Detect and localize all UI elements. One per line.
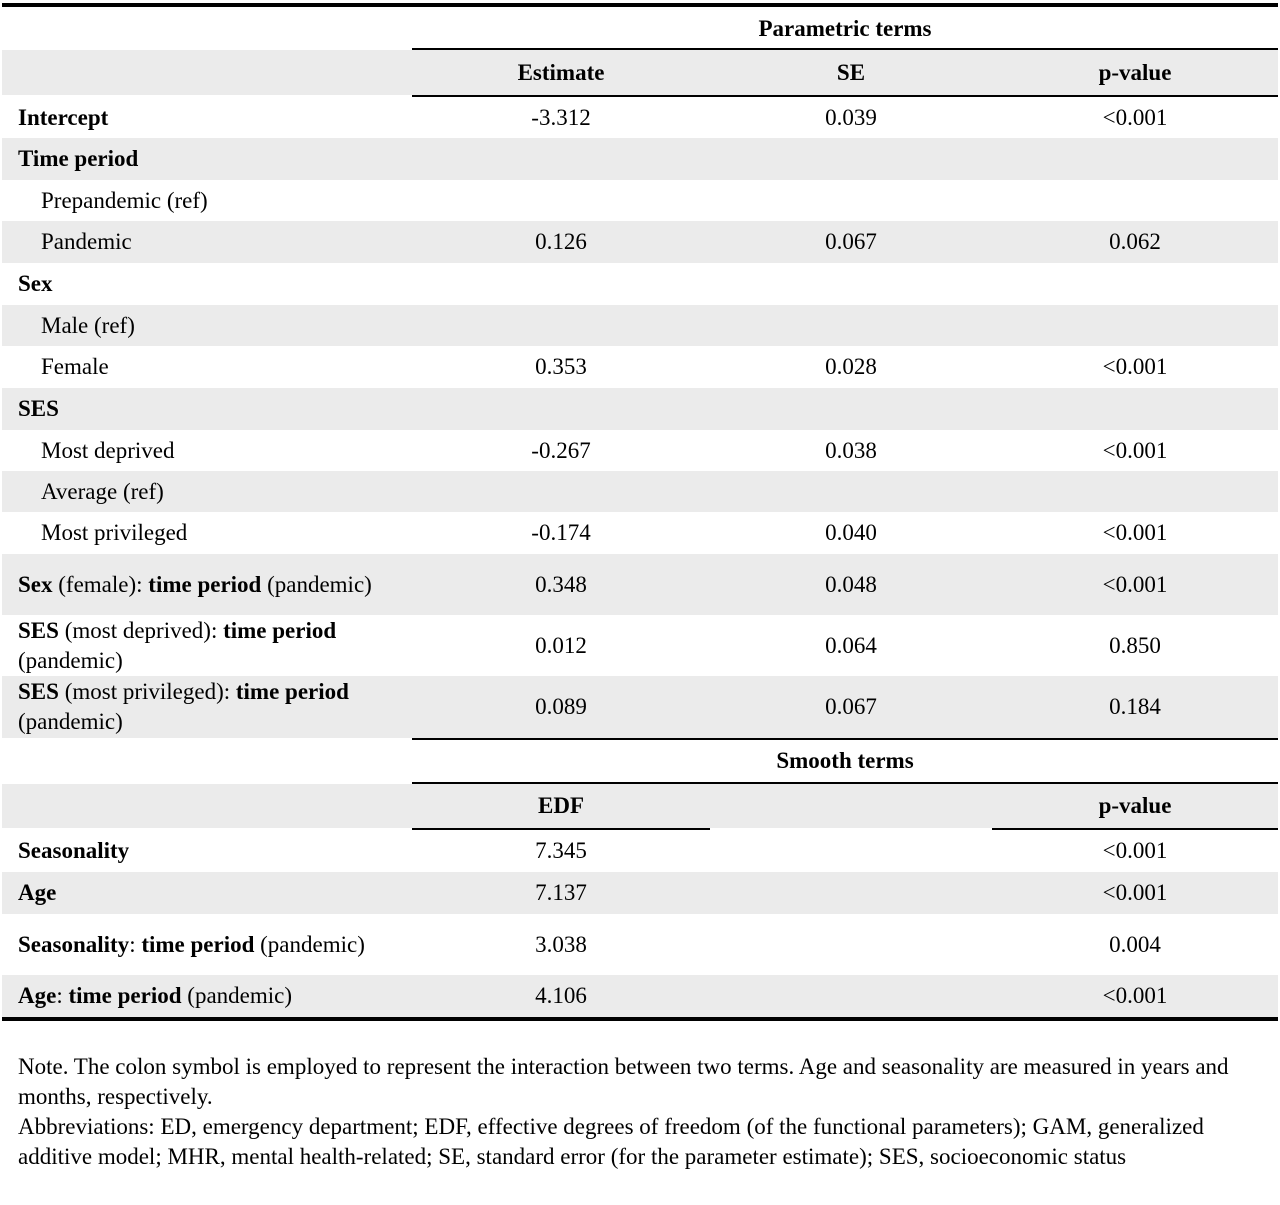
group-label: Sex [18,271,53,296]
group-label: Age [18,880,57,905]
interaction-label [18,981,292,1011]
smooth-banner-row [2,740,1278,782]
col-header-edf: EDF [538,793,584,818]
row-label [41,512,431,554]
term-qualifier: (pandemic) [181,983,293,1008]
table-note [18,1052,1258,1172]
smooth-terms-title: Smooth terms [776,748,914,773]
row-label [18,554,408,615]
row-label [18,97,408,138]
p-value-cell: 0.062 [1109,229,1161,254]
table-row [2,138,1278,180]
term-name: Sex [18,571,53,597]
row-label [41,305,431,346]
row-label [18,872,408,914]
p-value-cell: <0.001 [1102,437,1168,463]
estimate-cell [412,263,710,305]
table-row [2,975,1278,1017]
table-row [2,263,1278,305]
row-label [18,914,408,975]
table-row [2,914,1278,975]
row-label [41,471,431,512]
term-name: time period [223,617,337,643]
estimate-cell [412,138,710,180]
estimate-cell: 0.353 [535,354,587,379]
row-label [41,221,431,263]
p-value-cell [992,180,1278,221]
p-value-cell: 0.184 [1109,694,1161,719]
table-row [2,615,1278,676]
p-value-cell [992,388,1278,430]
row-label [18,830,408,872]
se-cell [710,263,992,305]
table-row [2,554,1278,615]
term-qualifier: (most privileged): [58,679,236,704]
level-label: Prepandemic (ref) [41,187,208,213]
interaction-label [18,677,408,737]
se-cell: 0.067 [825,229,877,254]
term-qualifier: (most deprived): [58,617,224,643]
edf-cell: 7.137 [535,880,587,905]
abbreviations-text: Abbreviations: ED, emergency department; EDF, effective degrees of freedom (of the functional parameters); GAM, generalized additive model; MHR, mental health-related; SE, standard error (for the parameter estimate); SES, socioeconomic status [18,1114,1204,1169]
level-label: Female [41,354,109,379]
p-value-cell: <0.001 [1102,838,1168,863]
term-name: time period [141,931,255,957]
p-value-cell: 0.850 [1109,632,1161,658]
estimate-cell [412,471,710,512]
level-label: Average (ref) [41,478,164,504]
edf-cell: 4.106 [535,983,587,1008]
table-row [2,305,1278,346]
p-value-cell: <0.001 [1102,520,1168,545]
term-qualifier: (pandemic) [18,709,123,734]
term-qualifier: (pandemic) [18,647,123,673]
col-header-p-value: p-value [1098,59,1172,85]
term-qualifier: (pandemic) [254,931,365,957]
se-cell: 0.040 [825,520,877,545]
se-cell: 0.067 [825,694,877,719]
col-header-p-value-smooth: p-value [1098,793,1172,818]
term-name: SES [18,617,59,643]
estimate-cell [412,305,710,346]
table-row [2,388,1278,430]
estimate-cell: 0.126 [535,229,587,254]
interaction-label [18,616,408,676]
table-row [2,830,1278,872]
row-label [18,975,408,1017]
parametric-banner-row [2,10,1278,48]
column-header-row [2,50,1278,95]
se-cell [710,180,992,221]
table-row [2,97,1278,138]
estimate-cell: 0.089 [535,694,587,719]
row-label [18,388,408,430]
se-cell: 0.038 [825,437,877,463]
row-label [18,263,408,305]
term-name: time period [68,983,182,1008]
edf-cell: 3.038 [535,931,587,957]
level-label: Most privileged [41,520,188,545]
estimate-cell [412,388,710,430]
estimate-cell [412,180,710,221]
interaction-label [18,570,372,600]
p-value-cell [992,471,1278,512]
p-value-cell [992,138,1278,180]
group-label: Intercept [18,104,109,130]
level-label: Pandemic [41,229,132,254]
term-name: time period [235,679,349,704]
interaction-label [18,930,365,960]
se-cell: 0.028 [825,354,877,379]
table-row [2,430,1278,471]
term-name: SES [18,679,59,704]
se-cell: 0.064 [825,632,877,658]
group-label: SES [18,396,59,421]
estimate-cell: 0.348 [535,571,587,597]
table-row [2,512,1278,554]
se-cell: 0.039 [825,104,877,130]
se-cell [710,388,992,430]
row-label [41,430,431,471]
p-value-cell: <0.001 [1102,880,1168,905]
p-value-cell [992,305,1278,346]
table-row [2,221,1278,263]
table-row [2,471,1278,512]
smooth-header-row [2,784,1278,828]
group-label: Seasonality [18,838,130,863]
se-cell [710,471,992,512]
level-label: Male (ref) [41,312,135,338]
se-cell [710,138,992,180]
group-label: Time period [18,146,139,171]
p-value-cell: <0.001 [1102,571,1168,597]
note-text: Note. The colon symbol is employed to represent the interaction between two terms. Age and seasonality are measured in years and months, respectively. [18,1054,1229,1109]
term-name: time period [148,571,262,597]
table-row [2,676,1278,738]
term-qualifier: : [129,931,142,957]
table-top-rule [2,3,1278,7]
row-label [18,615,408,676]
col-header-se: SE [836,59,866,85]
p-value-cell: <0.001 [1102,104,1168,130]
term-qualifier: : [56,983,69,1008]
estimate-cell: -0.267 [531,437,591,463]
col-header-estimate: Estimate [517,59,605,85]
row-label [41,180,431,221]
estimate-cell: -0.174 [531,520,591,545]
level-label: Most deprived [41,437,175,463]
term-name: Age [18,983,57,1008]
p-value-cell: <0.001 [1102,983,1168,1008]
parametric-terms-title: Parametric terms [758,16,932,41]
se-cell: 0.048 [825,571,877,597]
table-bottom-rule [2,1017,1278,1021]
table-row [2,346,1278,388]
row-label [18,138,408,180]
term-qualifier: (pandemic) [261,571,372,597]
se-cell [710,305,992,346]
estimate-cell: -3.312 [531,104,591,130]
estimate-cell: 0.012 [535,632,587,658]
row-label [18,676,408,738]
row-label [41,346,431,388]
p-value-cell: 0.004 [1109,931,1161,957]
edf-cell: 7.345 [535,838,587,863]
p-value-cell [992,263,1278,305]
table-row [2,872,1278,914]
p-value-cell: <0.001 [1102,354,1168,379]
term-qualifier: (female): [52,571,149,597]
term-name: Seasonality [18,931,130,957]
table-row [2,180,1278,221]
